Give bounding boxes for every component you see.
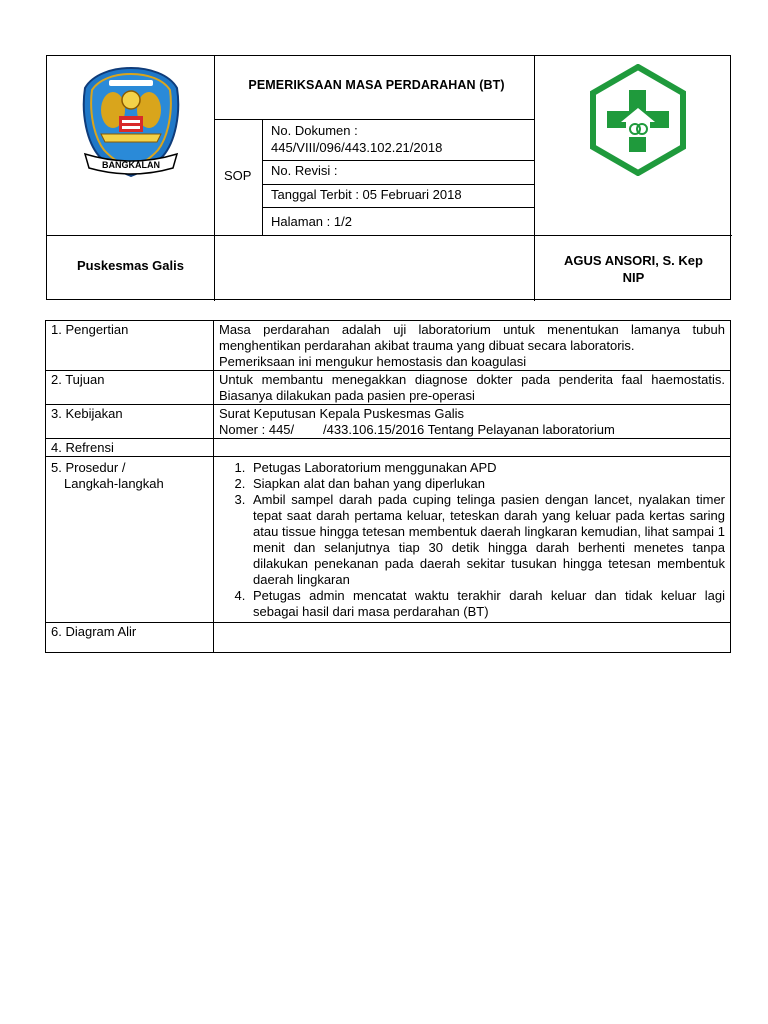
no-dokumen-label: No. Dokumen :: [271, 123, 358, 138]
row-label: 2. Tujuan: [46, 371, 214, 405]
signer: [535, 252, 732, 286]
prosedur-steps: [219, 460, 725, 620]
list-item: 4. Petugas admin mencatat waktu terakhir darah keluar dan tidak keluar lagi sebagai hasil dari masa perdarahan (BT): [249, 588, 725, 620]
no-dokumen: [271, 122, 442, 156]
tanggal-terbit: Tanggal Terbit : 05 Februari 2018: [271, 187, 462, 202]
row-label: 6. Diagram Alir: [46, 623, 214, 653]
row-label: 1. Pengertian: [46, 321, 214, 371]
signer-nip: NIP: [622, 270, 645, 285]
divider: [214, 56, 215, 301]
tujuan-text: Untuk membantu menegakkan diagnose dokter pada penderita faal haemostatis. Biasanya dilakukan pada pasien pre-operasi: [214, 371, 731, 405]
puskesmas-name: Puskesmas Galis: [77, 258, 184, 273]
row-content: [214, 405, 731, 439]
divider: [262, 184, 534, 185]
no-dokumen-value: 445/VIII/096/443.102.21/2018: [271, 140, 443, 155]
row-content: [214, 457, 731, 623]
list-item: 1. Petugas Laboratorium menggunakan APD: [249, 460, 725, 476]
row-kebijakan: [46, 405, 731, 439]
bangkalan-seal-logo: [79, 64, 183, 180]
document-title: PEMERIKSAAN MASA PERDARAHAN (BT): [248, 78, 505, 92]
kebijakan-text-2: Nomer : 445/ /433.106.15/2016 Tentang Pelayanan laboratorium: [219, 422, 615, 437]
pengertian-text-1: Masa perdarahan adalah uji laboratorium untuk menentukan lamanya tubuh menghentikan perdarahan akibat trauma yang dibuat secara laboratoris.: [219, 322, 725, 353]
sop-content-table: [45, 320, 731, 653]
row-tujuan: [46, 371, 731, 405]
prosedur-label-1: 5. Prosedur /: [51, 460, 126, 475]
divider: [262, 160, 534, 161]
divider: [47, 235, 732, 236]
pengertian-text-2: Pemeriksaan ini mengukur hemostasis dan koagulasi: [219, 354, 527, 369]
row-label: 4. Refrensi: [46, 439, 214, 457]
refrensi-content: [214, 439, 731, 457]
list-item: 2. Siapkan alat dan bahan yang diperlukan: [249, 476, 725, 492]
row-prosedur: [46, 457, 731, 623]
row-label: [46, 457, 214, 623]
halaman: Halaman : 1/2: [271, 214, 352, 229]
row-pengertian: [46, 321, 731, 371]
sop-label: SOP: [224, 168, 252, 183]
divider: [262, 207, 534, 208]
row-diagram: [46, 623, 731, 653]
sop-header: [46, 55, 731, 300]
no-revisi: No. Revisi :: [271, 163, 338, 178]
signer-name: AGUS ANSORI, S. Kep: [564, 253, 703, 268]
kebijakan-text-1: Surat Keputusan Kepala Puskesmas Galis: [219, 406, 464, 421]
row-content: [214, 321, 731, 371]
divider: [262, 119, 263, 235]
row-label: 3. Kebijakan: [46, 405, 214, 439]
seal-banner-text: BANGKALAN: [102, 160, 160, 170]
list-item: 3. Ambil sampel darah pada cuping telinga pasien dengan lancet, nyalakan timer tepat saat darah pertama keluar, teteskan darah yang keluar pada kertas saring atau tissue hingga tetesan membentuk daerah lingkaran kemudian, lihat sampai 1 menit dan selanjutnya tiap 30 detik hingga darah berhenti menetes tanpa dilakukan penekanan pada daerah sekitar tusukan hingga tetesan membentuk daerah lingkaran: [249, 492, 725, 588]
diagram-content: [214, 623, 731, 653]
row-refrensi: [46, 439, 731, 457]
prosedur-label-2: Langkah-langkah: [64, 476, 164, 491]
puskesmas-logo: [585, 64, 691, 176]
